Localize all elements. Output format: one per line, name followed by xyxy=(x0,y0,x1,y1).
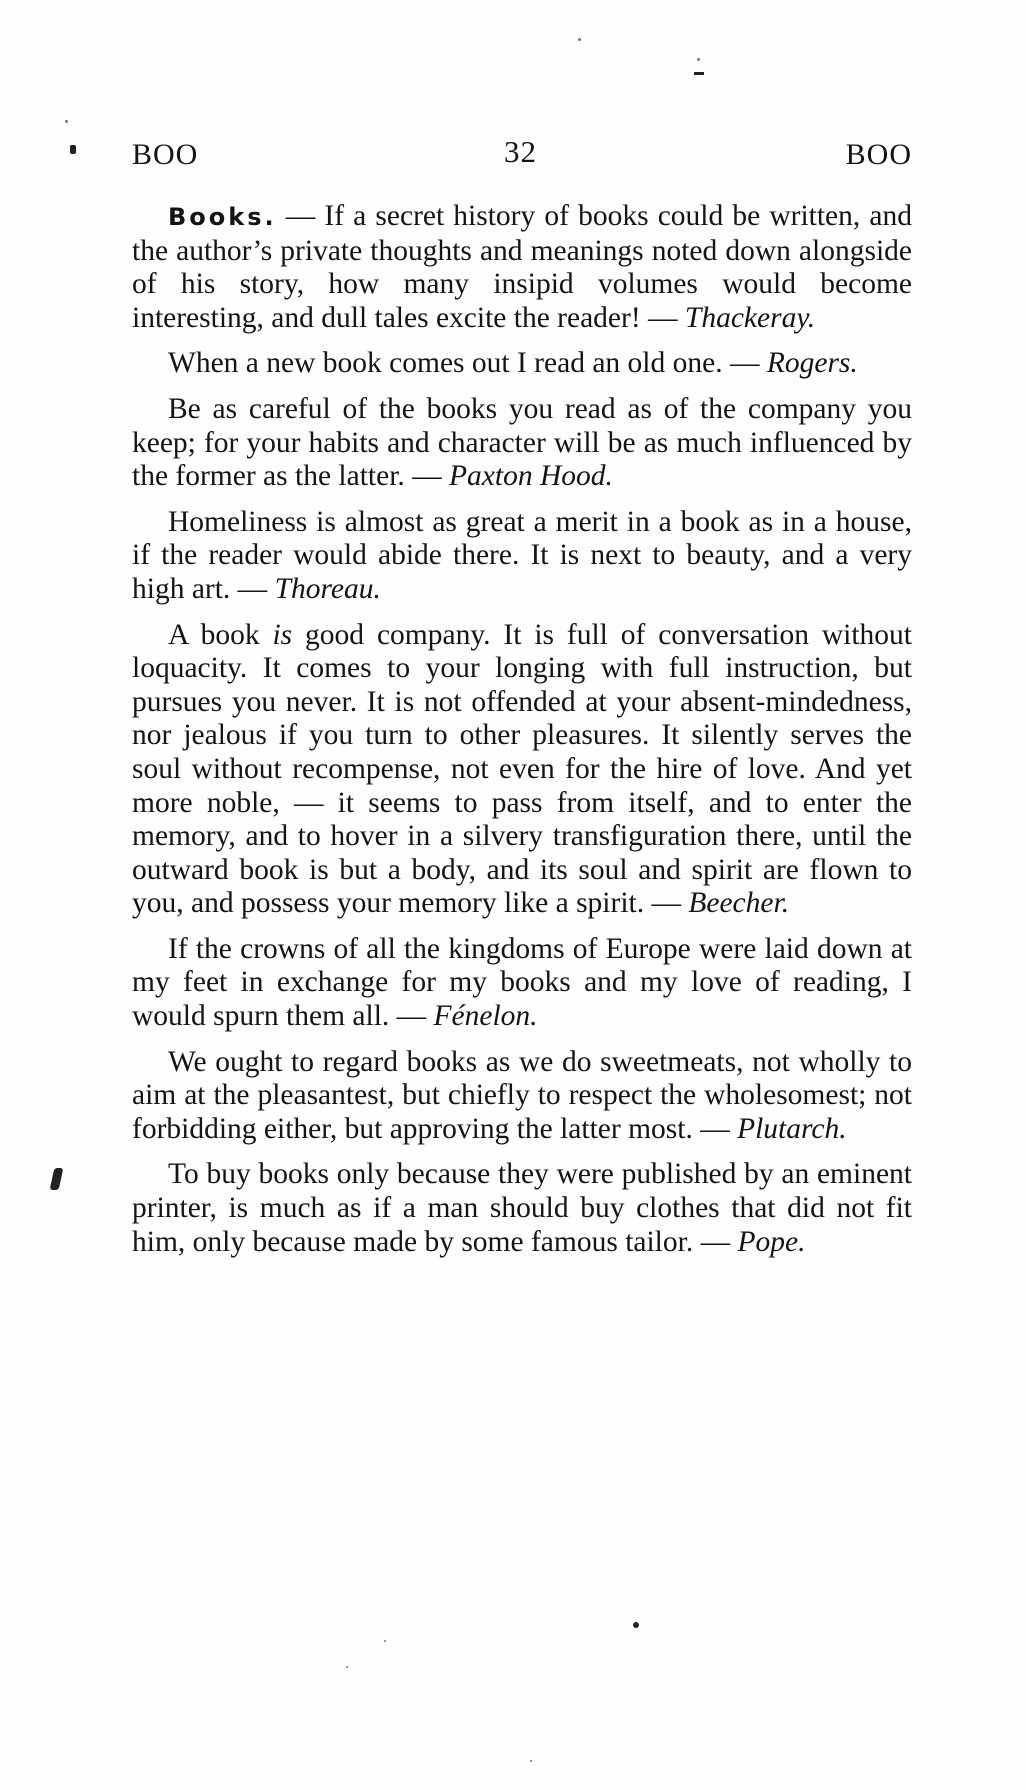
quotation-author: Thackeray. xyxy=(684,301,816,334)
scan-speck xyxy=(697,58,700,61)
emphasized-word: is xyxy=(272,618,293,651)
quotation-author: Pope. xyxy=(737,1225,806,1258)
header-right-guideword: BOO xyxy=(845,138,912,171)
quotation-plutarch xyxy=(132,1046,912,1147)
quotation-column xyxy=(132,200,912,1271)
quotation-author: Paxton Hood. xyxy=(449,460,613,493)
page-number: 32 xyxy=(504,134,537,169)
quotation-rogers xyxy=(132,347,912,381)
quotation-paxton-hood xyxy=(132,393,912,494)
scan-speck xyxy=(530,1760,532,1762)
quotation-text: If the crowns of all the kingdoms of Europe were laid down at my feet in exchange for my books and my love of reading, I would spurn them all. — xyxy=(132,932,912,1033)
quotation-text: Homeliness is almost as great a merit in a book as in a house, if the reader would abide there. It is next to beauty, and a very high art. — xyxy=(132,505,912,605)
quotation-author: Rogers. xyxy=(766,347,858,380)
quotation-pope xyxy=(132,1158,912,1259)
quotation-thackeray xyxy=(132,200,912,335)
entry-heading: Books. xyxy=(168,203,277,231)
quotation-author: Plutarch. xyxy=(737,1112,847,1145)
quotation-author: Thoreau. xyxy=(274,572,381,605)
quotation-text: When a new book comes out I read an old one. — xyxy=(168,347,767,380)
quotation-fenelon xyxy=(132,933,912,1034)
scan-speck xyxy=(346,1666,348,1668)
quotation-author: Fénelon. xyxy=(433,1000,538,1033)
scan-mark xyxy=(70,145,76,154)
quotation-thoreau xyxy=(132,506,912,607)
scan-speck xyxy=(633,1622,639,1628)
quotation-text-start: A book xyxy=(168,618,273,651)
quotation-text: To buy books only because they were published by an eminent printer, is much as if a man should buy clothes that did not fit him, only because made by some famous tailor. — xyxy=(132,1158,912,1258)
scan-speck xyxy=(578,38,581,41)
quotation-beecher xyxy=(132,619,912,921)
scan-speck xyxy=(65,120,68,123)
header-left-guideword: BOO xyxy=(132,138,199,171)
scan-speck xyxy=(384,1640,386,1642)
running-header xyxy=(132,134,912,178)
quotation-text: Be as careful of the books you read as of the company you keep; for your habits and character will be as much influenced by the former as the latter. — xyxy=(132,392,912,493)
quotation-text: — If a secret history of books could be written, and the author’s private thoughts and meanings noted down alongside of his story, how many insipid volumes would become interesting, and dull tales excite the reader! — xyxy=(132,200,912,334)
scan-mark xyxy=(694,72,704,75)
quotation-text: We ought to regard books as we do sweetmeats, not wholly to aim at the pleasantest, but chiefly to respect the wholesomest; not forbidding either, but approving the latter most. — xyxy=(132,1045,912,1145)
quotation-author: Beecher. xyxy=(688,887,790,920)
quotation-text: good company. It is full of conversation without loquacity. It comes to your longing with full instruction, but pursues you never. It is not offended at your absent-mindedness, nor jealous if you turn to other pleasures. It silently serves the soul without recompense, not even for the hire of love. And yet more noble, — it seems to pass from itself, and to enter the memory, and to hover in a silvery transfiguration there, until the outward book is but a body, and its soul and spirit are flown to you, and possess your memory like a spirit. — xyxy=(132,618,912,920)
scan-mark xyxy=(50,1168,64,1190)
